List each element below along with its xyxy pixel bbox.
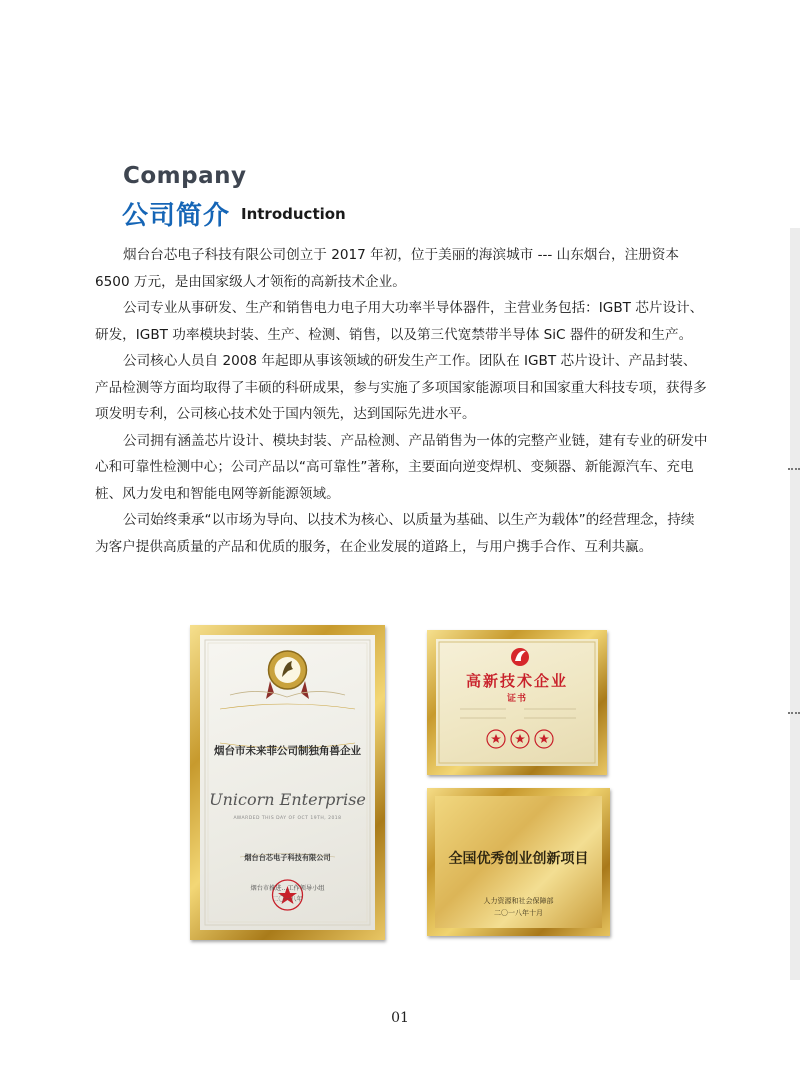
hightech-certificate	[427, 630, 607, 775]
innovation-plaque	[427, 788, 610, 936]
unicorn-date: 二〇一八年	[272, 896, 303, 903]
intro-paragraph: 公司拥有涵盖芯片设计、模块封装、产品检测、产品销售为一体的完整产业链，建有专业的研发中心和可靠性检测中心；公司产品以“高可靠性”著称，主要面向逆变焊机、变频器、新能源汽车、充电桩、风力发电和智能电网等新能源领域。	[95, 432, 708, 502]
hightech-subtitle: 证书	[506, 694, 527, 704]
unicorn-company: 烟台台芯电子科技有限公司	[244, 853, 331, 862]
innovation-date: 二〇一八年十月	[494, 909, 543, 917]
intro-paragraph: 公司始终秉承“以市场为导向、以技术为核心、以质量为基础、以生产为载体”的经营理念，持续为客户提供高质量的产品和优质的服务，在企业发展的道路上，与用户携手合作、互利共赢。	[95, 512, 695, 555]
unicorn-certificate	[190, 625, 385, 940]
intro-paragraph: 烟台台芯电子科技有限公司创立于 2017 年初，位于美丽的海滨城市 --- 山东烟台，注册资本 6500 万元，是由国家级人才领衔的高新技术企业。	[95, 247, 679, 290]
unicorn-awarded: AWARDED THIS DAY OF OCT 19TH, 2018	[233, 816, 342, 821]
unicorn-issuer: 烟台市推进...工作领导小组	[250, 885, 325, 892]
page-number: 01	[391, 1010, 409, 1026]
innovation-title: 全国优秀创业创新项目	[448, 851, 589, 867]
side-dash-marker	[788, 712, 800, 714]
unicorn-title-en: Unicorn Enterprise	[209, 790, 366, 809]
heading-subtitle: Introduction	[241, 205, 346, 223]
hightech-title: 高新技术企业	[465, 672, 568, 690]
heading-chinese: 公司简介	[122, 201, 231, 231]
intro-paragraph: 公司核心人员自 2008 年起即从事该领域的研发生产工作。团队在 IGBT 芯片设计、产品封装、产品检测等方面均取得了丰硕的科研成果，参与实施了多项国家能源项目和国家重大科技专项，获得多项发明专利，公司核心技术处于国内领先，达到国际先进水平。	[95, 353, 707, 422]
heading-english: Company	[123, 163, 247, 189]
intro-text	[95, 242, 708, 560]
intro-paragraph: 公司专业从事研发、生产和销售电力电子用大功率半导体器件，主营业务包括：IGBT 芯片设计、研发，IGBT 功率模块封装、生产、检测、销售，以及第三代宽禁带半导体 SiC 器件的研发和生产。	[95, 300, 704, 343]
side-strip	[790, 228, 800, 980]
side-dash-marker	[788, 468, 800, 470]
innovation-issuer: 人力资源和社会保障部	[483, 897, 554, 905]
unicorn-title-cn: 烟台市未来菲公司制独角兽企业	[214, 745, 361, 757]
